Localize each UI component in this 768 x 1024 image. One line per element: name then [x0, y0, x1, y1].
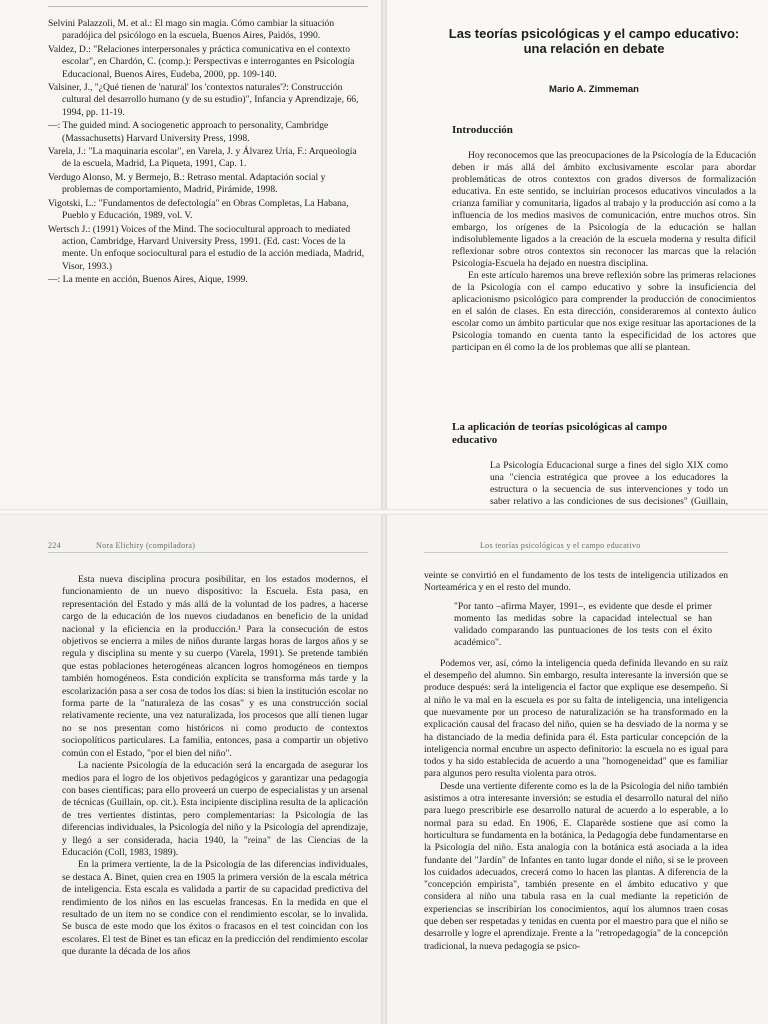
paragraph: En este artículo haremos una breve reflexión sobre las primeras relaciones de la Psicología con el campo educativo y sobre la insuficiencia del aplicacionismo psicológico para comprender la producción de conocimientos en el salón de clases. En esta dirección, consideraremos al contexto áulico escolar como un ámbito particular que nos exige resituar las aportaciones de la Psicología tomando en cuenta tanto la especificidad de los actores que participan en él como la de los problemas que allí se plantean. [452, 270, 756, 353]
section-heading-line: educativo [452, 434, 498, 446]
section-heading-line: La aplicación de teorías psicológicas al campo [452, 421, 668, 433]
section-heading-introduction: Introducción [452, 124, 513, 136]
page-number: 224 [48, 541, 61, 550]
block-quote: "Por tanto –afirma Mayer, 1991–, es evidente que desde el primer momento las medidas sobre la capacidad intelectual se han validado comparando las puntuaciones de los tests con el éxito académico". [454, 600, 712, 649]
block-quote: La Psicología Educacional surge a fines del siglo XIX como una "ciencia estratégica que provee a los educadores la estructura o la secuencia de sus intervenciones y todo un saber relativo a las condiciones de sus decisiones" (Guillain, [490, 460, 728, 507]
paragraph: veinte se convirtió en el fundamento de los tests de inteligencia utilizados en Norteamérica y en el resto del mundo. [424, 570, 728, 594]
running-head: Los teorías psicológicas y el campo educativo [480, 541, 641, 550]
reference-item: Valsiner, J., "¿Qué tienen de 'natural' los 'contextos naturales'?: Construcción cultural del desarrollo humano (y de su estudio)", Infancia y Aprendizaje, 66, 1994, pp. 11-19. [48, 82, 359, 118]
paragraph: Podemos ver, así, cómo la inteligencia queda definida llevando en su raíz el desempeño del alumno. Sin embargo, resulta interesante la inversión que se produce después: será la inteligencia el factor que explique ese desempeño. Si al niño le va mal en la escuela es por su falta de inteligencia, una inteligencia que nuevamente por un proceso de naturalización se ha transformado en la explicación causal del fracaso del niño, quien se ha desviado de la norma y se ha distanciado de la media definida para él. Esta particular concepción de la inteligencia normal encubre un aspecto definitorio: la escuela no es igual para todos y ha sido establecida de acuerdo a una "homogeneidad" que es familiar para algunos pero resulta violenta para otros. [424, 657, 728, 780]
paragraph: Hoy reconocemos que las preocupaciones de la Psicología de la Educación deben ir más allá del ámbito exclusivamente escolar para abordar problemáticas de otros contextos con grados diversos de formalización educativa. En este sentido, se incluirían procesos educativos vinculados a la crianza familiar y comunitaria, ligados al trabajo y la producción así como a la influencia de los medios masivos de comunicación, entre muchos otros. Sin embargo, los orígenes de la Psicología de la educación se hallan indisolublemente ligados a la creación de la escuela moderna y resulta difícil reflexionar sobre otros contextos sin reconocer las marcas que la relación Psicología-Escuela ha dejado en nuestra disciplina. [452, 150, 756, 269]
reference-item: Varela, J.: "La maquinaria escolar", en Varela, J. y Álvarez Uría, F.: Arqueología de la escuela, Madrid, La Piqueta, 1991, Cap. 1. [48, 146, 357, 170]
header-rule [424, 552, 728, 553]
paragraph: En la primera vertiente, la de la Psicología de las diferencias individuales, se destaca A. Binet, quien crea en 1905 la primera versión de la escala métrica de inteligencia. Esta escala es validada a partir de su capacidad predictiva del rendimiento de los niños en las escuelas francesas. En la medida en que el resultado de un ítem no se condice con el rendimiento escolar, se lo invalida. Se busca de este modo que los éxitos o fracasos en el test coincidan con los escolares. El test de Binet es tan eficaz en la predicción del rendimiento escolar que durante la década de los años [62, 859, 368, 958]
paragraph: Desde una vertiente diferente como es la de la Psicología del niño también asistimos a otra interesante inversión: se estudia el desarrollo natural del niño para luego prescribirle ese desarrollo natural de acuerdo a lo esperable, a lo normal para su edad. En 1906, E. Claparède sostiene que así como la horticultura se fundamenta en la botánica, la Pedagogía debe fundamentarse en la Psicología del niño. Esta analogía con la botánica está asociada a la idea fundante del "Jardín" de Infantes en tanto lugar donde el niño, si se le proveen los cuidados adecuados, crecerá como lo hacen las plantas. A diferencia de la "concepción empirista", también presente en el ámbito educativo y que considera al niño una tabula rasa en la cual mediante la repetición de experiencias se inscribirían los conocimientos, aquí los alumnos traen cosas que deben ser respetadas y tenidas en cuenta por el maestro para que el niño se desarrolle y logre el aprendizaje. Frente a la "retropedagogía" de la concepción tradicional, la nueva pedagogía se psico- [424, 780, 728, 952]
reference-item: Selvini Palazzoli, M. et al.: El mago sin magia. Cómo cambiar la situación paradójica del psicólogo en la escuela, Buenos Aires, Paidós, 1990. [48, 18, 335, 42]
reference-item: Valdez, D.: "Relaciones interpersonales y práctica comunicativa en el contexto escolar", en Chardón, C. (comp.): Perspectivas e interrogantes en Psicología Educacional, Buenos Aires, Eudeba, 2000, pp. 109-140. [48, 43, 355, 80]
page-top-right [384, 0, 768, 512]
reference-item: —: The guided mind. A sociogenetic approach to personality, Cambridge (Massachusetts) Harvard University Press, 1998. [48, 120, 329, 144]
article-author: Mario A. Zimmeman [549, 84, 639, 95]
reference-item: Verdugo Alonso, M. y Bermejo, B.: Retraso mental. Adaptación social y problemas de comportamiento, Madrid, Pirámide, 1998. [48, 171, 326, 196]
paragraph: Esta nueva disciplina procura posibilitar, en los estados modernos, el funcionamiento de un nuevo dispositivo: la Escuela. Esta pasa, en representación del Estado y más allá de la voluntad de los padres, a hacerse cargo de la educación de los nuevos ciudadanos en beneficio de la unidad nacional y la eficiencia en la producción.¹ Para la consecución de estos objetivos se encierra a miles de niños durante largas horas de largos años y se regula y disciplina su mente y su cuerpo (Varela, 1991). Se pretende también que estas poblaciones heterogéneas alcancen logros homogéneos en tiempos también homogéneos. Esta condición explícita se transforma más tarde y la escolarización pasa a ser cosa de todos los días: si bien la institución escolar no forma parte de la "naturaleza de las cosas" y es una construcción social relativamente reciente, una vez naturalizada, los procesos que allí tienen lugar no se nos presentan como históricos ni como producto de contextos sociopolíticos particulares. La familia, entonces, pasa a compartir un objetivo común con el Estado, "por el bien del niño". [62, 574, 368, 759]
body-text [62, 574, 368, 959]
article-title-line: una relación en debate [523, 41, 665, 56]
page-bottom-left [0, 512, 384, 1024]
intro-text [452, 150, 756, 354]
body-text [424, 570, 728, 953]
reference-list [48, 18, 366, 288]
reference-item: Vigotski, L.: "Fundamentos de defectología" en Obras Completas, La Habana, Pueblo y Educación, 1989, vol. V. [48, 197, 349, 222]
header-rule [48, 552, 368, 553]
page-bottom-right [384, 512, 768, 1024]
reference-item: Wertsch J.: (1991) Voices of the Mind. The sociocultural approach to mediated action, Cambridge, Harvard University Press, 1991. (Ed. cast: Voces de la mente. Un enfoque sociocultural para el estudio de la acción mediada, Madrid, Visor, 1993.) [48, 223, 365, 272]
paragraph: La naciente Psicología de la educación será la encargada de asegurar los medios para el logro de los objetivos pedagógicos y garantizar una pedagogía con bases científicas; para ello proveerá un cuerpo de especialistas y un arsenal de técnicas (Guillain, op. cit.). Esta incipiente disciplina resulta de la aplicación de tres vertientes distintas, pero complementarias: la Psicología de las diferencias individuales, la Psicología del niño y la Psicología del aprendizaje, y llegó a ser considerada, hacia 1940, la "reina" de las Ciencias de la Educación (Coll, 1983, 1989). [62, 760, 368, 858]
article-title [444, 26, 744, 56]
running-head: Nora Elichiry (compiladora) [96, 541, 196, 550]
article-title-line: Las teorías psicológicas y el campo educativo: [448, 26, 740, 41]
horizontal-gutter [0, 509, 768, 515]
reference-item: —: La mente en acción, Buenos Aires, Aique, 1999. [48, 274, 248, 286]
page-top-left [0, 0, 384, 512]
top-rule [48, 6, 368, 7]
section-heading-application [452, 421, 752, 447]
